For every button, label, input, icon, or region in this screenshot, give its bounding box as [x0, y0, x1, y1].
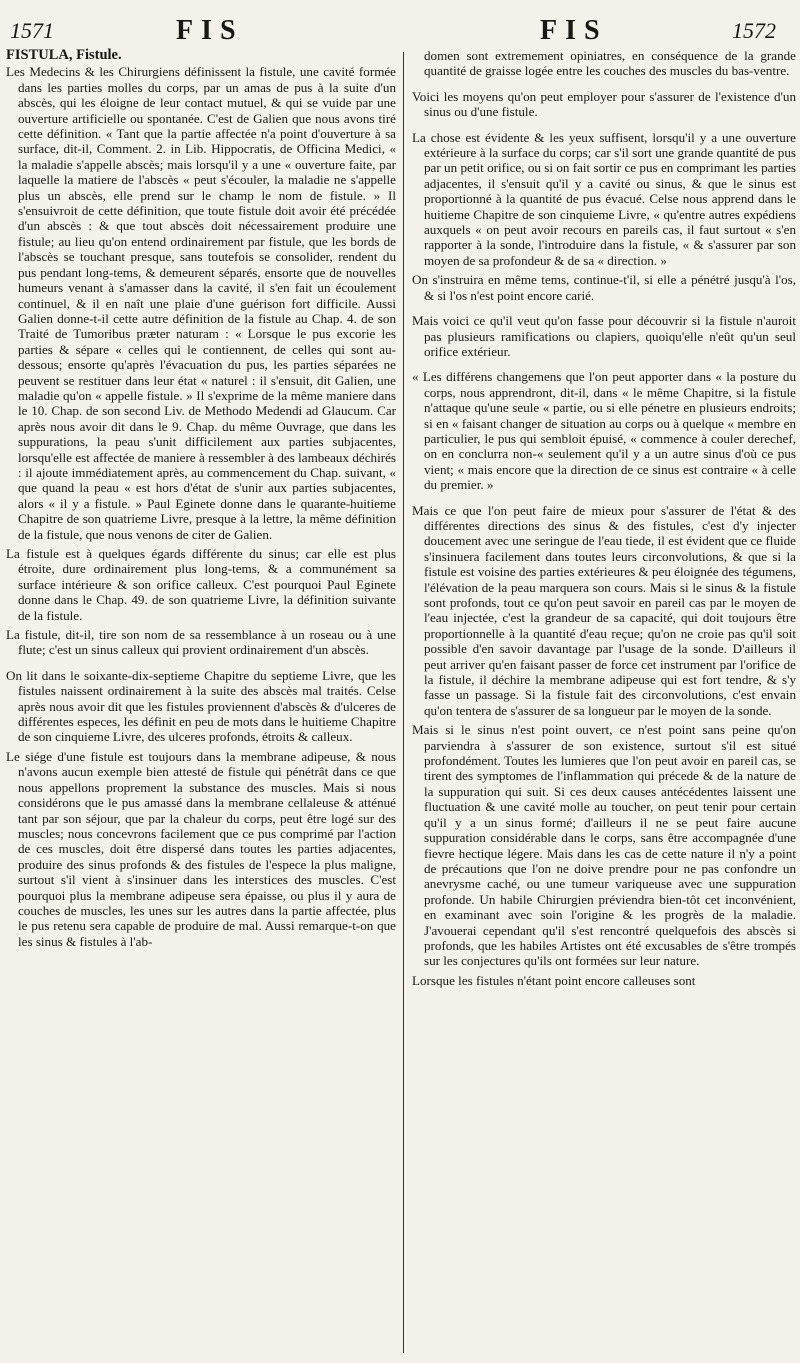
right-running-head: FIS: [540, 15, 608, 46]
right-column: [412, 48, 796, 1355]
paragraph: La fistule, dit-il, tire son nom de sa ressemblance à un roseau ou à une flute; c'est un sinus calleux qui provient ordinairement d'un abscès.: [6, 627, 396, 658]
paragraph: domen sont extremement opiniatres, en conséquence de la grande quantité de graisse logée entre les couches des muscles du bas-ventre.: [424, 48, 796, 79]
column-divider: [403, 52, 404, 1353]
left-column: [6, 48, 396, 1355]
paragraph: Les Medecins & les Chirurgiens définissent la fistule, une cavité formée dans les parties molles du corps, par un amas de pus à la suite d'un abscès, qui les éloigne de leur contact mutuel, & qui se vuide par une ouverture artificielle ou spontanée. C'est de Galien que nous avons tiré cette définition. « Tant que la partie affectée n'a point d'ouverture à sa surface, dit-il, Comment. 2. in Lib. Hippocratis, de Officina Medici, « la maladie s'appelle abscès; mais lorsqu'il y a une « ouverture faite, par laquelle la matiere de l'abscès « peut s'écouler, la maladie ne s'appelle plus un abscès, elle prend sur le champ le nom de fistule. » Il s'ensuivroit de cette définition, que toute fistule doit avoir été précédée d'un abscès : & que tout abscès doit nécessairement produire une fistule; au lieu qu'on entend ordinairement par fistule, que les bords de l'abscès se touchant presque, sans toutefois se consolider, rendent du pus pendant long-tems, & demeurent séparés, ensorte que de nouvelles humeurs venant à s'amasser dans la cavité, il s'en fait un écoulement continuel, & il en naît une plaie d'une guérison fort difficile. Aussi Galien donne-t-il cette autre définition de la fistule au Chap. 4. de son Traité de Tumoribus præter naturam : « Lorsque le pus excorie les parties & sépare « celles qui le contiennent, de celles qui sont au-dessous; ensorte qu'après l'évacuation du pus, les parties séparées ne peuvent se restituer dans leur état « naturel : il s'ensuit, dit Galien, une maladie qu'on « appelle fistule. » Il s'exprime de la même maniere dans le 10. Chap. de son second Liv. de Methodo Medendi ad Glaucum. Car après nous avoir dit dans le 9. Chap. du même Ouvrage, que dans les suppurations, la peau s'unit difficilement aux parties subjacentes, lorsqu'elle est affectée de maniere à ressembler à des lambeaux déchirés : il ajoute immédiatement après, au commencement du Chap. suivant, « que quand la peau « est hors d'état de s'unir aux parties subjacentes, alors « il y a fistule. » Paul Eginete donne dans le quarante-huitieme Chapitre de son quatrieme Livre, presque à la lettre, la même définition de la fistule, que nous venons de citer de Galien.: [6, 64, 396, 542]
running-header: [0, 14, 800, 48]
paragraph: La chose est évidente & les yeux suffisent, lorsqu'il y a une ouverture extérieure à la surface du corps; car s'il sort une grande quantité de pus par un petit orifice, ou si on fait sortir ce pus en comprimant les parties adjacentes, il s'ensuit qu'il y a cavité ou sinus, & que le sinus est proportionné à la quantité de pus évacué. Celse nous apprend dans le huitieme Chapitre de son cinquieme Livre, « qu'entre autres expédiens auxquels « on peut avoir recours en pareils cas, il faut surtout « s'en rapporter à la sonde, l'introduire dans la fistule, « & s'assurer par son moyen de sa profondeur & de sa « direction. »: [412, 129, 796, 268]
paragraph: Le siége d'une fistule est toujours dans la membrane adipeuse, & nous n'avons aucun exemple bien attesté de fistule qui pénétrât dans ce que nous appellons proprement la substance des muscles. Mais si nous considérons que le pus amassé dans la membrane cellaleuse & atténué tant par son séjour, que par la chaleur du corps, peut être logé sur des muscles; nous concevrons facilement que ce pus comprimé par l'action de ces muscles, doit être dispersé dans toutes les parties adjacentes, produire des sinus profonds & des fistules de l'espece la plus maligne, surtout s'il vient à s'insinuer dans les interstices des muscles. C'est pourquoi plus la membrane adipeuse sera épaisse, ou plus il y aura de couches de muscles, les unes sur les autres dans la partie affectée, plus le pus retenu sera capable de produire de mal. Aussi remarque-t-on que les sinus & fistules à l'ab-: [6, 748, 396, 949]
paragraph: Voici les moyens qu'on peut employer pour s'assurer de l'existence d'un sinus ou d'une fistule.: [412, 88, 796, 120]
paragraph: On s'instruira en même tems, continue-t'il, si elle a pénétré jusqu'à l'os, & si l'os n'est point encore carié.: [412, 272, 796, 303]
paragraph: La fistule est à quelques égards différente du sinus; car elle est plus étroite, dure ordinairement plus long-tems, & a communément sa surface intérieure & son orifice calleux. C'est pourquoi Paul Eginete donne dans le Chap. 49. de son quatrieme Livre, la définition suivante de la fistule.: [6, 546, 396, 623]
entry-headword: FISTULA, Fistule.: [6, 48, 122, 63]
right-page-number: 1572: [732, 18, 776, 43]
paragraph: Lorsque les fistules n'étant point encore calleuses sont: [412, 972, 696, 988]
paragraph: On lit dans le soixante-dix-septieme Chapitre du septieme Livre, que les fistules naissent ordinairement à la suite des abscès mal traités. Celse après nous avoir dit que les fistules proviennent d'abscès & d'ulceres de différentes especes, les définit en peu de mots dans le huitieme Chapitre de son cinquieme Livre, des ulceres profonds, étroits & calleux.: [6, 667, 396, 745]
paragraph: « Les différens changemens que l'on peut apporter dans « la posture du corps, nous apprendront, dit-il, dans « le même Chapitre, si la fistule n'attaque qu'une seule « partie, ou si elle pénetre en plusieurs endroits; si en « faisant changer de situation au corps ou à quelque « membre en particulier, le pus qui sembloit épuisé, « commence à couler derechef, on en conclurra non-« seulement qu'il y a un autre sinus d'où ce pus vient; « mais encore que la direction de ce sinus est contraire « à celle du premier. »: [412, 369, 796, 493]
paragraph: Mais ce que l'on peut faire de mieux pour s'assurer de l'état & des différentes directions des sinus & des fistules, c'est d'y injecter doucement avec une seringue de l'eau tiede, il est évident que ce fluide s'insinuera facilement dans toutes leurs circonvolutions, & que si la fistule est voisine des parties extérieures & peu éloignée des tégumens, l'élévation de la peau marquera son cours. Mais si le sinus & la fistule sont profonds, tout ce qu'on peut savoir en pareil cas par le moyen de l'eau injectée, c'est la grandeur de sa capacité, qui doit toujours être proportionnelle à la quantité d'eau reçue; qu'on ne croie pas qu'il soit possible d'en savoir davantage par l'usage de la sonde. D'ailleurs il peut arriver qu'en faisant passer de force cet instrument par l'orifice de la fistule, il déchire la membrane adipeuse qui est fort tendre, & s'y fasse un passage. Si la fistule fait des circonvolutions, c'est envain qu'on tentera de s'assurer de sa longueur par le moyen de la sonde.: [412, 502, 796, 718]
paragraph: Mais si le sinus n'est point ouvert, ce n'est point sans peine qu'on parviendra à s'assurer de son existence, surtout s'il est situé profondément. Toutes les lumieres que l'on peut avoir en pareil cas, se tirent des symptomes de l'inflammation qui précede & de la nature de la suppuration qui suit. Si ces deux causes antécédentes laissent une fluctuation & une cavité molle au toucher, on peut tenir pour certain qu'il y a un sinus formé; d'ailleurs il ne se peut faire aucune suppuration considérable dans le corps, sans être accompagnée d'une fievre hectique légere. Mais dans les cas de cette nature il n'y a point de précautions que l'on ne doive prendre pour ne pas confondre un anevrysme caché, ou une tumeur variqueuse avec une suppuration profonde. Un habile Chirurgien préviendra bien-tôt cet inconvénient, en examinant avec soin l'origine & les progrès de la maladie. J'avouerai cependant qu'il s'est rencontré quelquefois des abscès si profonds, que les habiles Artistes ont été excusables de s'être trompés sur les conjectures qu'ils ont formées sur leur nature.: [412, 722, 796, 969]
left-running-head: FIS: [176, 15, 244, 46]
paragraph: Mais voici ce qu'il veut qu'on fasse pour découvrir si la fistule n'auroit pas plusieurs ramifications ou clapiers, quoiqu'elle n'eût qu'un seul orifice extérieur.: [412, 313, 796, 359]
left-page-number: 1571: [10, 18, 54, 43]
